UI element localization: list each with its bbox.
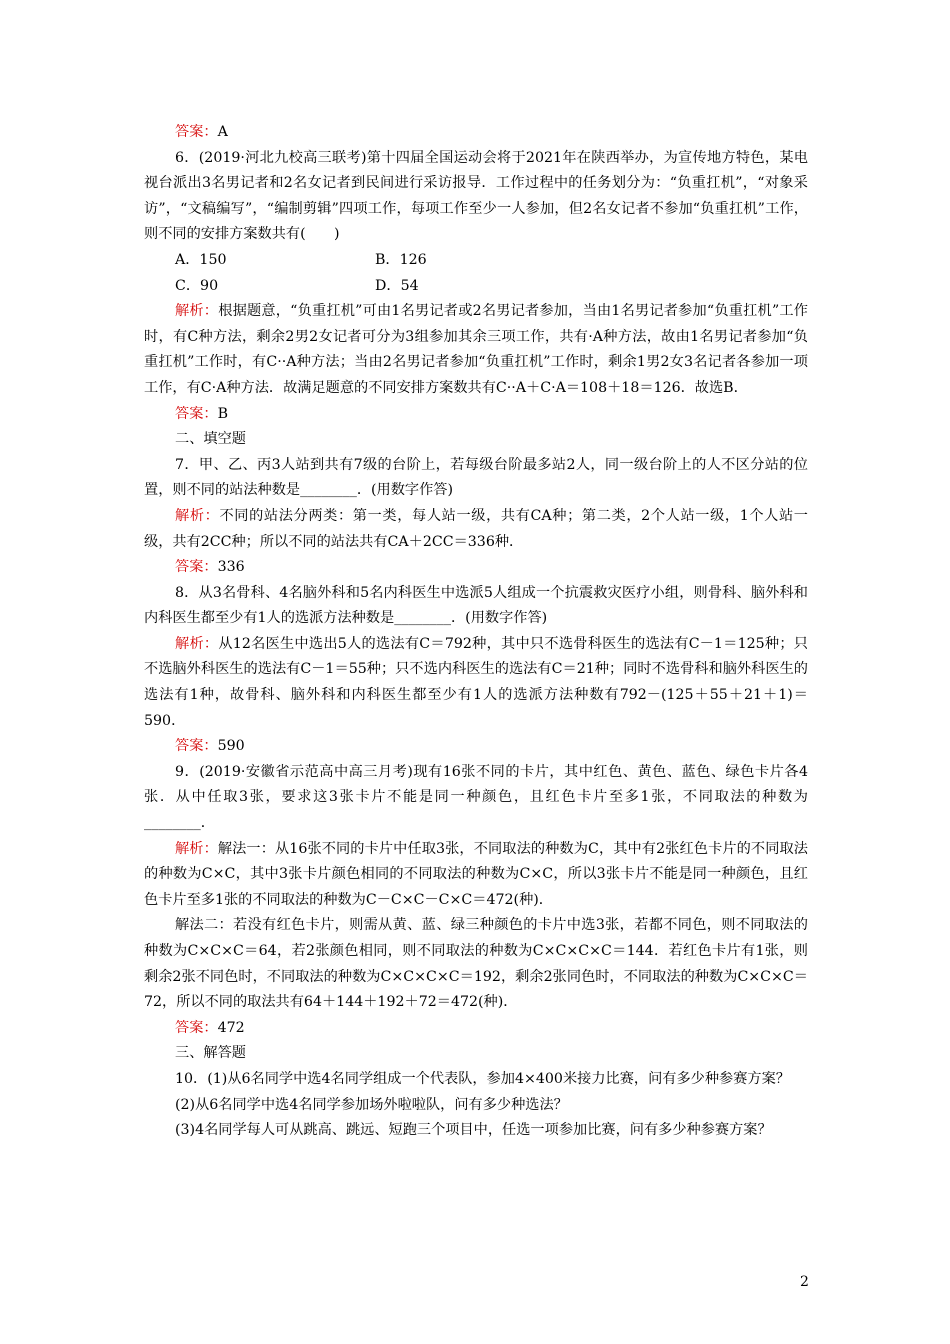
solution-label: 解析： [175,303,219,320]
solution-6: 解析：根据题意，“负重扛机”可由1名男记者或2名男记者参加，当由1名男记者参加“负重扛机”工作时，有C种方法，剩余2男2女记者可分为3组参加其余三项工作，共有·A种方法，故由1名男记者参加“负重扛机”工作时，有C··A种方法；当由2名男记者参加“负重扛机”工作时，剩余1男2女3名记者各参加一项工作，有C·A种方法．故满足题意的不同安排方案数共有C··A＋C·A＝108＋18＝126．故选B． [144,303,808,396]
page-content [144,120,808,1144]
answer-label: 答案： [175,405,218,422]
question-10-part-2: (2)从6名同学中选4名同学参加场外啦啦队，问有多少种选法？ [175,1096,568,1113]
solution-9-method-1: 解析：解法一：从16张不同的卡片中任取3张，不同取法的种数为C，其中有2张红色卡片的不同取法的种数为C×C，其中3张卡片颜色相同的不同取法的种数为C×C，所以3张卡片不能是同一种颜色，且红色卡片至多1张的不同取法的种数为C－C×C－C×C＝472(种)． [144,840,808,908]
solution-7: 解析：不同的站法分两类：第一类，每人站一级，共有CA种；第二类，2个人站一级，1个人站一级，共有2CC种；所以不同的站法共有CA＋2CC＝336种． [144,507,808,550]
option-b: B．126 [375,251,427,268]
solution-label: 解析： [175,635,219,652]
section-fill-in: 二、填空题 [175,431,246,448]
solution-8: 解析：从12名医生中选出5人的选法有C＝792种，其中只不选骨科医生的选法有C－1＝125种；只不选脑外科医生的选法有C－1＝55种；只不选内科医生的选法有C＝21种；同时不选骨科和脑外科医生的选法有1种，故骨科、脑外科和内科医生都至少有1人的选派方法种数有792－(125＋55＋21＋1)＝590． [144,635,808,729]
solution-label: 解析： [175,507,220,524]
question-10-part-3: (3)4名同学每人可从跳高、跳远、短跑三个项目中，任选一项参加比赛，问有多少种参赛方案？ [175,1122,772,1139]
answer-7: 答案：336 [175,559,245,576]
section-problems: 三、解答题 [175,1045,246,1062]
question-7: 7．甲、乙、丙3人站到共有7级的台阶上，若每级台阶最多站2人，同一级台阶上的人不区分站的位置，则不同的站法种数是________．(用数字作答) [144,456,808,499]
option-d: D．54 [375,277,419,294]
answer-label: 答案： [175,124,218,140]
answer-9: 答案：472 [175,1019,245,1036]
answer-label: 答案： [175,1019,218,1036]
question-6: 6．(2019·河北九校高三联考)第十四届全国运动会将于2021年在陕西举办，为宣传地方特色，某电视台派出3名男记者和2名女记者到民间进行采访报导．工作过程中的任务划分为：“负重扛机”，“对象采访”，“文稿编写”，“编制剪辑”四项工作，每项工作至少一人参加，但2名女记者不参加“负重扛机”工作，则不同的安排方案数共有( ) [144,149,808,243]
answer-label: 答案： [175,559,218,576]
question-8: 8．从3名骨科、4名脑外科和5名内科医生中选派5人组成一个抗震救灾医疗小组，则骨科、脑外科和内科医生都至少有1人的选派方法种数是________．(用数字作答) [144,584,808,627]
question-10-part-1: 10．(1)从6名同学中选4名同学组成一个代表队，参加4×400米接力比赛，问有多少种参赛方案？ [175,1070,790,1087]
answer-8: 答案：590 [175,738,245,755]
question-6-options-row2 [144,274,808,300]
answer-5: 答案：A [175,124,228,140]
page-number: 2 [800,1274,809,1290]
option-a: A．150 [175,251,227,268]
option-c: C．90 [175,277,219,294]
answer-6: 答案：B [175,405,229,422]
solution-label: 解析： [175,840,218,857]
answer-label: 答案： [175,738,218,755]
question-9: 9．(2019·安徽省示范高中高三月考)现有16张不同的卡片，其中红色、黄色、蓝色、绿色卡片各4张．从中任取3张，要求这3张卡片不能是同一种颜色，且红色卡片至多1张，不同取法的种数为________． [144,763,808,832]
solution-9-method-2: 解法二：若没有红色卡片，则需从黄、蓝、绿三种颜色的卡片中选3张，若都不同色，则不同取法的种数为C×C×C＝64，若2张颜色相同，则不同取法的种数为C×C×C×C＝144．若红色卡片有1张，则剩余2张不同色时，不同取法的种数为C×C×C×C＝192，剩余2张同色时，不同取法的种数为C×C×C＝72，所以不同的取法共有64＋144＋192＋72＝472(种)． [144,917,808,1011]
question-6-options-row1 [144,248,808,274]
